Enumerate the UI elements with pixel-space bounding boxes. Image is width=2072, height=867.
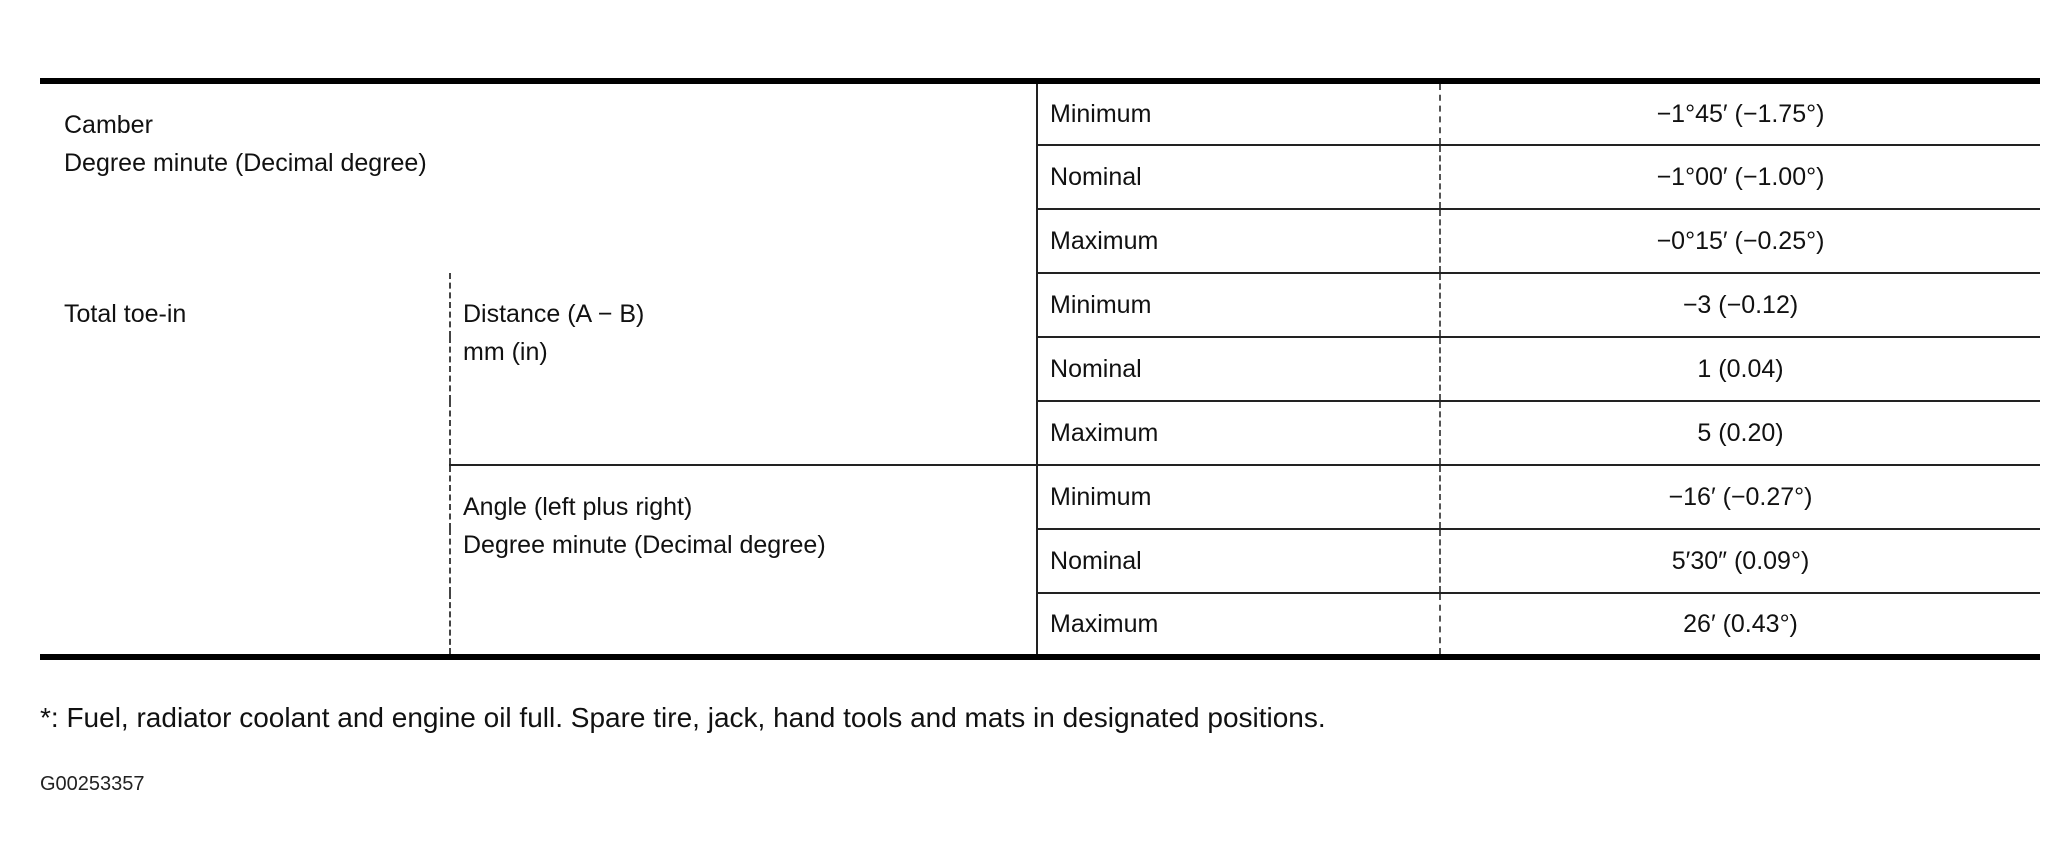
camber-row-minimum	[40, 81, 2040, 145]
camber-label-cell	[40, 81, 1037, 273]
toe-distance-max-value: 5 (0.20)	[1440, 401, 2040, 465]
camber-nom-value: −1°00′ (−1.00°)	[1440, 145, 2040, 209]
camber-min-value: −1°45′ (−1.75°)	[1440, 81, 2040, 145]
toe-distance-row-minimum	[40, 273, 2040, 337]
camber-nom-level: Nominal	[1037, 145, 1440, 209]
camber-unit: Degree minute (Decimal degree)	[64, 149, 427, 177]
toe-distance-unit: mm (in)	[463, 338, 548, 366]
camber-label: Camber	[64, 111, 153, 139]
toe-distance-label-cell	[450, 273, 1037, 465]
toe-angle-min-level: Minimum	[1037, 465, 1440, 529]
toe-angle-max-level: Maximum	[1037, 593, 1440, 657]
alignment-spec-table	[40, 78, 2040, 660]
toe-angle-label: Angle (left plus right)	[463, 493, 693, 521]
toe-angle-unit: Degree minute (Decimal degree)	[463, 531, 826, 559]
toe-angle-max-value: 26′ (0.43°)	[1440, 593, 2040, 657]
toe-distance-min-value: −3 (−0.12)	[1440, 273, 2040, 337]
toe-distance-max-level: Maximum	[1037, 401, 1440, 465]
toe-distance-nom-level: Nominal	[1037, 337, 1440, 401]
footnote: *: Fuel, radiator coolant and engine oil full. Spare tire, jack, hand tools and mats in designated positions.	[40, 702, 1326, 733]
toe-distance-label: Distance (A − B)	[463, 300, 645, 328]
figure-id: G00253357	[40, 773, 145, 795]
toe-angle-nom-value: 5′30″ (0.09°)	[1440, 529, 2040, 593]
toe-angle-nom-level: Nominal	[1037, 529, 1440, 593]
camber-max-value: −0°15′ (−0.25°)	[1440, 209, 2040, 273]
camber-min-level: Minimum	[1037, 81, 1440, 145]
toe-label-cell	[40, 273, 450, 657]
camber-max-level: Maximum	[1037, 209, 1440, 273]
toe-angle-label-cell	[450, 465, 1037, 657]
toe-distance-nom-value: 1 (0.04)	[1440, 337, 2040, 401]
toe-distance-min-level: Minimum	[1037, 273, 1440, 337]
toe-angle-min-value: −16′ (−0.27°)	[1440, 465, 2040, 529]
toe-label: Total toe-in	[64, 300, 187, 328]
